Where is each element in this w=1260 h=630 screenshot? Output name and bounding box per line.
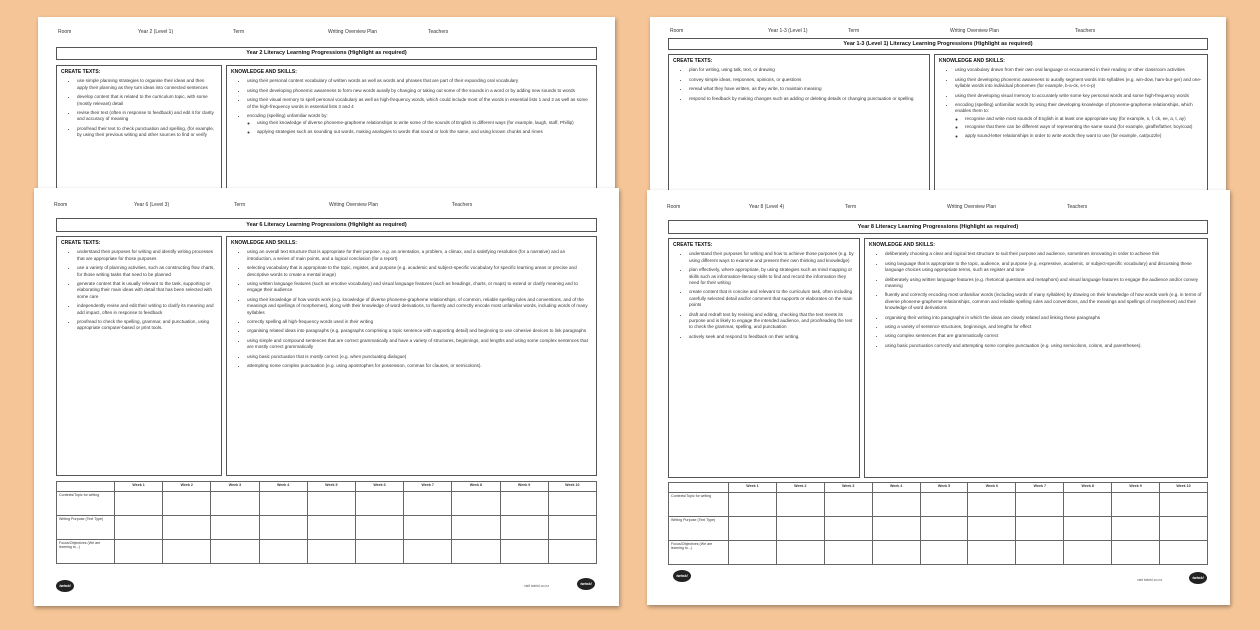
list-item: • generate content that is usually relevant to the task, supporting or elaborating their main ideas with detail that has been selected with some care — [77, 281, 216, 300]
table-row — [669, 517, 1208, 541]
table-cell[interactable] — [115, 540, 163, 564]
table-row — [57, 492, 597, 516]
week-header: Week 1 — [115, 482, 163, 492]
sub-list-item: ◦ apply sound-letter relationships in order to write words they want to use (for example, cat/puzzle) — [965, 133, 1202, 139]
list-item: • understand their purposes for writing and how to achieve those purposes (e.g. by using different ways to examine and present their own thinking and knowledge) — [689, 251, 854, 264]
twinkl-logo: twinkl — [56, 580, 74, 592]
create-texts-heading: CREATE TEXTS: — [673, 242, 713, 248]
list-item: • correctly spelling all high-frequency words used in their writing — [247, 319, 591, 325]
table-cell[interactable] — [452, 540, 500, 564]
year-label: Year 1-3 (Level 1) — [768, 28, 808, 34]
week-header: Week 5 — [307, 482, 355, 492]
list-item: • using a variety of sentence structures, beginnings, and lengths for effect — [885, 324, 1202, 330]
table-cell[interactable] — [404, 516, 452, 540]
sub-list-item: ◦ using their knowledge of diverse phoneme-grapheme relationships to write some of the sounds of English in different ways (for example, laugh, staff, Phillip) — [257, 120, 591, 126]
table-cell[interactable] — [115, 516, 163, 540]
plan-label: Writing Overview Plan — [328, 29, 378, 35]
list-item: • using written language features (such as emotive vocabulary) and visual language features (such as headings, charts, or maps) to extend or clarify meaning and to engage their audience — [247, 281, 591, 294]
list-item: • organising their writing into paragraphs in which the ideas are clearly related and linking these paragraphs — [885, 315, 1202, 321]
week-header: Week 8 — [1064, 483, 1112, 493]
table-cell[interactable] — [1016, 517, 1064, 541]
list-item: • fluently and correctly encoding most unfamiliar words (including words of many syllables) by drawing on their knowledge of how words work (e.g. in terms of diverse phoneme-grapheme relationships, common and reliable spelling rules and conventions, and the meanings and spellings of morphemes) and their knowledge of word derivations — [885, 292, 1202, 311]
table-cell[interactable] — [259, 516, 307, 540]
table-cell[interactable] — [211, 492, 259, 516]
page-title: Year 8 Literacy Learning Progressions (Highlight as required) — [668, 220, 1208, 234]
list-item: • using their visual memory to spell personal vocabulary as well as high-frequency words, which could include most of the words in essential lists 1 and 2 as well as some of the high-frequency words in essential lists 3 and 4 — [247, 97, 591, 110]
list-item: • using their personal content vocabulary of written words as well as words and phrases that are part of their expanding oral vocabulary — [247, 78, 591, 84]
twinkl-logo-right: twinkl — [1189, 572, 1207, 584]
week-header: Week 3 — [824, 483, 872, 493]
table-cell[interactable] — [1112, 493, 1160, 517]
week-header: Week 9 — [500, 482, 548, 492]
table-cell[interactable] — [259, 540, 307, 564]
table-cell[interactable] — [1064, 517, 1112, 541]
plan-label: Writing Overview Plan — [329, 202, 379, 208]
table-cell[interactable] — [1160, 493, 1208, 517]
table-cell[interactable] — [163, 492, 211, 516]
list-item: • using complex sentences that are grammatically correct — [885, 333, 1202, 339]
list-item: • using an overall text structure that is appropriate for their purpose, e.g. an orientation, a problem, a climax, and a satisfying resolution (for a narrative) and an introduction, a series of main points, and a logical conclusion (for a report) — [247, 249, 591, 262]
week-header: Week 8 — [452, 482, 500, 492]
table-cell[interactable] — [872, 517, 920, 541]
table-cell[interactable] — [824, 541, 872, 565]
row-label: Writing Purpose (Text Type) — [669, 517, 729, 541]
row-label: Focus/Objectives (We are learning to...) — [669, 541, 729, 565]
table-cell[interactable] — [404, 540, 452, 564]
table-cell[interactable] — [355, 540, 403, 564]
teachers-label: Teachers — [428, 29, 449, 35]
list-item: • selecting vocabulary that is appropriate to the topic, register, and purpose (e.g. academic and subject-specific vocabulary for specific learning areas or precise and descriptive words to create a mental image) — [247, 265, 591, 278]
room-label: Room — [54, 202, 68, 208]
table-cell[interactable] — [163, 516, 211, 540]
table-cell[interactable] — [1016, 541, 1064, 565]
table-row — [669, 493, 1208, 517]
list-item: • use simple planning strategies to organise their ideas and then apply their planning as they turn ideas into connected sentences — [77, 78, 216, 91]
table-header-row — [669, 483, 1208, 493]
year-label: Year 2 (Level 1) — [138, 29, 174, 35]
table-cell[interactable] — [115, 492, 163, 516]
weekly-plan-table — [668, 482, 1208, 565]
teachers-label: Teachers — [1075, 28, 1096, 34]
list-item: • using language that is appropriate to the topic, audience, and purpose (e.g. expressive, academic, or subject-specific vocabulary) and discussing these language choices using appropriate terms, such as register and tone — [885, 261, 1202, 274]
table-cell[interactable] — [452, 516, 500, 540]
term-label: Term — [233, 29, 245, 35]
table-row — [57, 516, 597, 540]
twinkl-logo-right: twinkl — [577, 578, 595, 590]
week-header: Week 4 — [872, 483, 920, 493]
create-texts-panel — [668, 238, 860, 478]
week-header: Week 6 — [355, 482, 403, 492]
list-item: • proofread to check the spelling, grammar, and punctuation, using appropriate computer-based or print tools. — [77, 319, 216, 332]
table-cell[interactable] — [355, 492, 403, 516]
page-title: Year 2 Literacy Learning Progressions (Highlight as required) — [56, 47, 597, 60]
table-cell[interactable] — [872, 541, 920, 565]
table-cell[interactable] — [729, 493, 777, 517]
weekly-plan-table — [56, 481, 597, 564]
create-texts-panel — [56, 236, 222, 476]
list-item-text: encoding (spelling) unfamiliar words by using their developing knowledge of phoneme-grapheme relationships, which enables them to: — [955, 102, 1193, 114]
table-cell[interactable] — [404, 492, 452, 516]
week-header: Week 9 — [1112, 483, 1160, 493]
list-item: • use a variety of planning activities, such as constructing flow charts, for those writing tasks that need to be planned — [77, 265, 216, 278]
table-cell[interactable] — [729, 541, 777, 565]
table-cell[interactable] — [920, 541, 968, 565]
knowledge-skills-heading: KNOWLEDGE AND SKILLS: — [939, 58, 1005, 64]
list-item: • using their developing visual memory to accurately write some key personal words and some high-frequency words — [955, 93, 1202, 99]
table-cell[interactable] — [259, 492, 307, 516]
table-header-row — [57, 482, 597, 492]
year-label: Year 6 (Level 3) — [134, 202, 170, 208]
table-cell[interactable] — [548, 492, 596, 516]
table-cell[interactable] — [920, 493, 968, 517]
list-item: • using vocabulary drawn from their own oral language or encountered in their reading or other classroom activities — [955, 67, 1202, 73]
row-label: Contexts/Topic for writing — [57, 492, 115, 516]
week-header: Week 1 — [729, 483, 777, 493]
sub-list-item: ◦ recognise and write most sounds of English in at least one appropriate way (for example, s, f, ck, ee, a, t, ay) — [965, 116, 1202, 122]
list-item — [955, 102, 1202, 139]
year-label: Year 8 (Level 4) — [749, 204, 785, 210]
table-cell[interactable] — [548, 516, 596, 540]
table-cell[interactable] — [776, 517, 824, 541]
list-item: • create content that is concise and relevant to the curriculum task, often including carefully selected detail and/or comment that supports or elaborates on the main points — [689, 289, 854, 308]
term-label: Term — [845, 204, 857, 210]
table-cell[interactable] — [355, 516, 403, 540]
background-page-left — [38, 17, 615, 202]
list-item: • convey simple ideas, responses, opinions, or questions — [689, 77, 924, 83]
week-header: Week 10 — [1160, 483, 1208, 493]
list-item: • plan for writing, using talk, text, or drawing — [689, 67, 924, 73]
list-item: • attempting some complex punctuation (e.g. using apostrophes for possession, commas for clauses, or semicolons). — [247, 363, 591, 369]
plan-label: Writing Overview Plan — [950, 28, 1000, 34]
week-header: Week 5 — [920, 483, 968, 493]
table-cell[interactable] — [307, 540, 355, 564]
table-cell[interactable] — [500, 492, 548, 516]
row-label: Focus/Objectives (We are learning to...) — [57, 540, 115, 564]
term-label: Term — [234, 202, 246, 208]
table-cell[interactable] — [968, 517, 1016, 541]
term-label: Term — [848, 28, 860, 34]
table-cell[interactable] — [968, 541, 1016, 565]
table-cell[interactable] — [1160, 517, 1208, 541]
week-header: Week 7 — [1016, 483, 1064, 493]
room-label: Room — [58, 29, 72, 35]
table-cell[interactable] — [1064, 493, 1112, 517]
table-cell[interactable] — [824, 493, 872, 517]
table-row — [57, 540, 597, 564]
list-item: • using their knowledge of how words work (e.g. knowledge of diverse phoneme-grapheme relationships, of common, reliable spelling rules and conventions, and of the meanings and spellings of morphemes), along with their knowledge of word derivations, to fluently and correctly encode most unfamiliar words, including words of many syllables — [247, 297, 591, 316]
table-cell[interactable] — [307, 492, 355, 516]
list-item: • deliberately using written language features (e.g. rhetorical questions and metaphors) and visual language features to engage the audience and/or convey meaning — [885, 277, 1202, 290]
row-label: Contexts/Topic for writing — [669, 493, 729, 517]
list-item: • plan effectively, where appropriate, by using strategies such as mind mapping or skills such as information-literacy skills to find and record the information they need for their writing — [689, 267, 854, 286]
week-header: Week 2 — [776, 483, 824, 493]
list-item: • revise their text (often in response to feedback) and edit it for clarity and accuracy of meaning — [77, 110, 216, 123]
table-cell[interactable] — [1016, 493, 1064, 517]
knowledge-skills-panel — [934, 54, 1208, 202]
table-cell[interactable] — [1064, 541, 1112, 565]
list-item: • reread what they have written, as they write, to maintain meaning — [689, 86, 924, 92]
background-page-right — [650, 17, 1226, 202]
footer-url: visit twinkl.co.nz — [1137, 578, 1163, 582]
list-item: • deliberately choosing a clear and logical text structure to suit their purpose and audience, sometimes innovating in order to achieve this — [885, 251, 1202, 257]
week-header: Week 3 — [211, 482, 259, 492]
list-item: • proofread their text to check punctuation and spelling, (for example, by using their previous writing and other sources to find or verify — [77, 126, 216, 139]
table-cell[interactable] — [548, 540, 596, 564]
sub-list-item: ◦ applying strategies such as sounding out words, making analogies to words that sound or look the same, and using known chunks and rimes — [257, 129, 591, 135]
week-header: Week 10 — [548, 482, 596, 492]
list-item: • understand their purposes for writing and identify writing processes that are appropriate for those purposes — [77, 249, 216, 262]
create-texts-panel — [668, 54, 930, 202]
teachers-label: Teachers — [1067, 204, 1088, 210]
table-cell[interactable] — [776, 541, 824, 565]
week-header: Week 7 — [404, 482, 452, 492]
list-item: • organising related ideas into paragraphs (e.g. paragraphs comprising a topic sentence with supporting detail) and beginning to use cohesive devices to link paragraphs — [247, 328, 591, 334]
table-corner — [669, 483, 729, 493]
page-title: Year 6 Literacy Learning Progressions (Highlight as required) — [56, 218, 597, 232]
list-item: • using their developing phonemic awareness to aurally segment words into syllables (e.g. win-dow, ham-bur-ger) and one-syllable words into individual phonemes (for example, b-a-ck, s-t-o-p) — [955, 77, 1202, 90]
list-item: • actively seek and respond to feedback on their writing. — [689, 334, 854, 340]
knowledge-skills-panel — [226, 65, 597, 202]
table-cell[interactable] — [1160, 541, 1208, 565]
list-item: • using basic punctuation that is mostly correct (e.g. when punctuating dialogue) — [247, 354, 591, 360]
list-item: • using simple and compound sentences that are correct grammatically and have a variety of structures, beginnings, and lengths and using some complex sentences that are mostly correct grammatically — [247, 338, 591, 351]
footer-url: visit twinkl.co.nz — [524, 584, 550, 588]
knowledge-skills-heading: KNOWLEDGE AND SKILLS: — [231, 240, 297, 246]
table-cell[interactable] — [872, 493, 920, 517]
table-cell[interactable] — [968, 493, 1016, 517]
knowledge-skills-panel — [864, 238, 1208, 478]
plan-label: Writing Overview Plan — [947, 204, 997, 210]
knowledge-skills-panel — [226, 236, 597, 476]
create-texts-panel — [56, 65, 222, 202]
table-cell[interactable] — [729, 517, 777, 541]
table-row — [669, 541, 1208, 565]
week-header: Week 6 — [968, 483, 1016, 493]
list-item: • using their developing phonemic awareness to form new words aurally by changing or taking out some of the sounds in a word or by adding new sounds to words — [247, 88, 591, 94]
list-item: • develop content that is related to the curriculum topic, with some (mostly relevant) detail — [77, 94, 216, 107]
table-cell[interactable] — [500, 540, 548, 564]
list-item-text: encoding (spelling) unfamiliar words by: — [247, 113, 328, 119]
twinkl-logo: twinkl — [673, 570, 691, 582]
create-texts-heading: CREATE TEXTS: — [61, 240, 101, 246]
table-cell[interactable] — [500, 516, 548, 540]
table-cell[interactable] — [211, 540, 259, 564]
list-item: • draft and redraft text by revising and editing, checking that the text meets its purpose and is likely to engage the intended audience, and proofreading the text to check the grammar, spelling, and punctuation — [689, 312, 854, 331]
room-label: Room — [670, 28, 684, 34]
sub-list-item: ◦ recognise that there can be different ways of representing the same sound (for example, giraffe/father, boy/coat) — [965, 124, 1202, 130]
teachers-label: Teachers — [452, 202, 473, 208]
list-item — [247, 113, 591, 135]
foreground-page-left — [34, 188, 619, 606]
knowledge-skills-heading: KNOWLEDGE AND SKILLS: — [231, 69, 297, 75]
page-title: Year 1-3 (Level 1) Literacy Learning Progressions (Highlight as required) — [668, 38, 1208, 50]
knowledge-skills-heading: KNOWLEDGE AND SKILLS: — [869, 242, 935, 248]
create-texts-heading: CREATE TEXTS: — [61, 69, 101, 75]
list-item: • using basic punctuation correctly and attempting some complex punctuation (e.g. using semicolons, colons, and parentheses). — [885, 343, 1202, 349]
table-cell[interactable] — [452, 492, 500, 516]
table-cell[interactable] — [920, 517, 968, 541]
create-texts-heading: CREATE TEXTS: — [673, 58, 713, 64]
week-header: Week 4 — [259, 482, 307, 492]
table-cell[interactable] — [163, 540, 211, 564]
table-cell[interactable] — [1112, 517, 1160, 541]
foreground-page-right — [647, 190, 1230, 605]
table-cell[interactable] — [211, 516, 259, 540]
table-cell[interactable] — [776, 493, 824, 517]
table-cell[interactable] — [1112, 541, 1160, 565]
list-item: • independently revise and edit their writing to clarify its meaning and add impact, often in response to feedback — [77, 303, 216, 316]
table-corner — [57, 482, 115, 492]
week-header: Week 2 — [163, 482, 211, 492]
list-item: • respond to feedback by making changes such as adding or deleting details or changing punctuation or spelling — [689, 96, 924, 102]
table-cell[interactable] — [824, 517, 872, 541]
row-label: Writing Purpose (Text Type) — [57, 516, 115, 540]
table-cell[interactable] — [307, 516, 355, 540]
room-label: Room — [667, 204, 681, 210]
